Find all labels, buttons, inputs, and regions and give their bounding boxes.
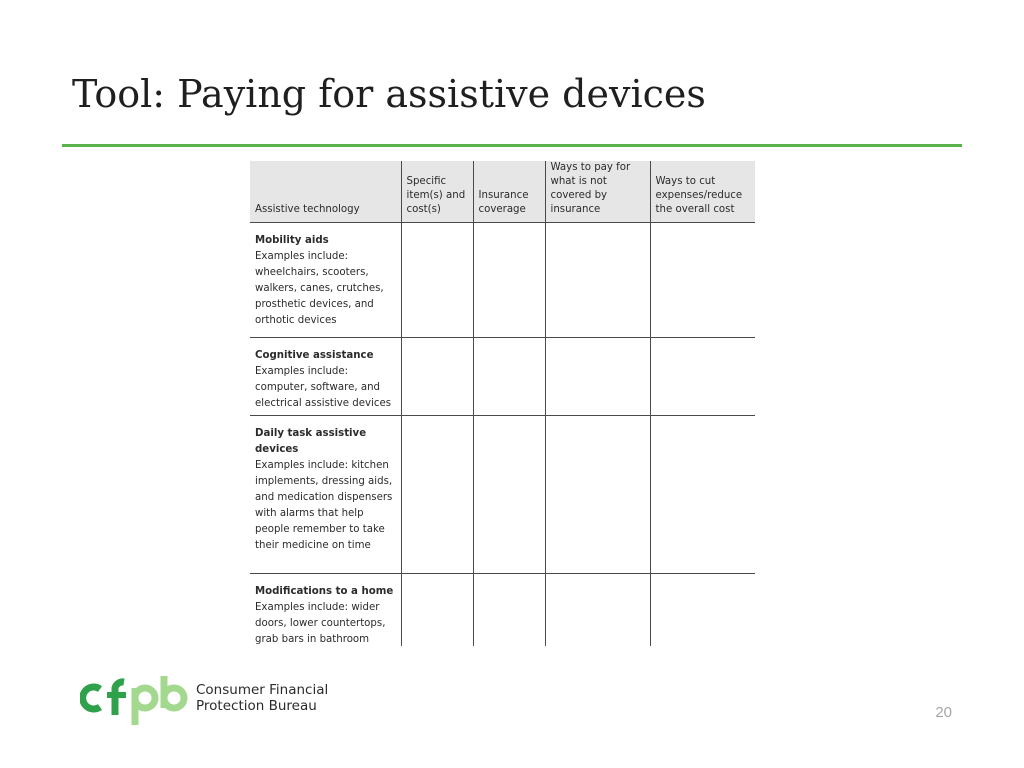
blank-cell: [473, 574, 545, 647]
category-cell: [250, 574, 401, 647]
table-header-row: [250, 161, 755, 223]
logo-letter-f: [115, 682, 124, 715]
blank-cell: [401, 416, 473, 574]
category-examples: Examples include: wheelchairs, scooters, walkers, canes, crutches, prosthetic devices, and orthotic devices: [255, 251, 384, 326]
table-row: [250, 223, 755, 338]
blank-cell: [545, 574, 650, 647]
category-title: Modifications to a home: [255, 586, 394, 597]
worksheet-table: [250, 161, 755, 646]
category-title: Mobility aids: [255, 235, 329, 246]
blank-cell: [650, 416, 755, 574]
logo-letter-c: [83, 687, 100, 709]
table-row: [250, 338, 755, 416]
blank-cell: [473, 416, 545, 574]
blank-cell: [650, 338, 755, 416]
category-examples: Examples include: wider doors, lower countertops, grab bars in bathroom: [255, 602, 386, 645]
column-header-ways-to-cut-expenses: Ways to cut expenses/reduce the overall cost: [650, 161, 755, 223]
column-header-ways-to-pay: Ways to pay for what is not covered by insurance: [545, 161, 650, 223]
category-examples: Examples include: kitchen implements, dressing aids, and medication dispensers with alarms that help people remember to take their medicine on time: [255, 460, 393, 551]
page-number: 20: [935, 704, 952, 721]
blank-cell: [401, 223, 473, 338]
category-cell: [250, 223, 401, 338]
logo-letter-p-stem: [132, 688, 139, 725]
assistive-devices-worksheet: [250, 161, 755, 646]
table-row: [250, 416, 755, 574]
blank-cell: [650, 574, 755, 647]
organization-name: [196, 682, 328, 714]
blank-cell: [545, 223, 650, 338]
category-cell: [250, 338, 401, 416]
title-divider: [62, 144, 962, 147]
blank-cell: [401, 338, 473, 416]
category-examples: Examples include: computer, software, and electrical assistive devices: [255, 366, 392, 409]
logo-letter-f-bar: [107, 692, 126, 698]
table-row: [250, 574, 755, 647]
blank-cell: [401, 574, 473, 647]
blank-cell: [545, 416, 650, 574]
blank-cell: [473, 338, 545, 416]
column-header-assistive-technology: Assistive technology: [250, 161, 401, 223]
column-header-specific-items: Specific item(s) and cost(s): [401, 161, 473, 223]
category-title: Cognitive assistance: [255, 350, 374, 361]
slide-title: Tool: Paying for assistive devices: [72, 72, 706, 116]
blank-cell: [545, 338, 650, 416]
column-header-insurance-coverage: Insurance coverage: [473, 161, 545, 223]
cfpb-logo: [80, 676, 190, 726]
category-cell: [250, 416, 401, 574]
logo-letter-b-stem: [161, 676, 168, 708]
blank-cell: [473, 223, 545, 338]
category-title: Daily task assistive devices: [255, 428, 367, 455]
blank-cell: [650, 223, 755, 338]
organization-name-line-1: Consumer Financial: [196, 682, 329, 698]
organization-name-line-2: Protection Bureau: [196, 698, 317, 714]
